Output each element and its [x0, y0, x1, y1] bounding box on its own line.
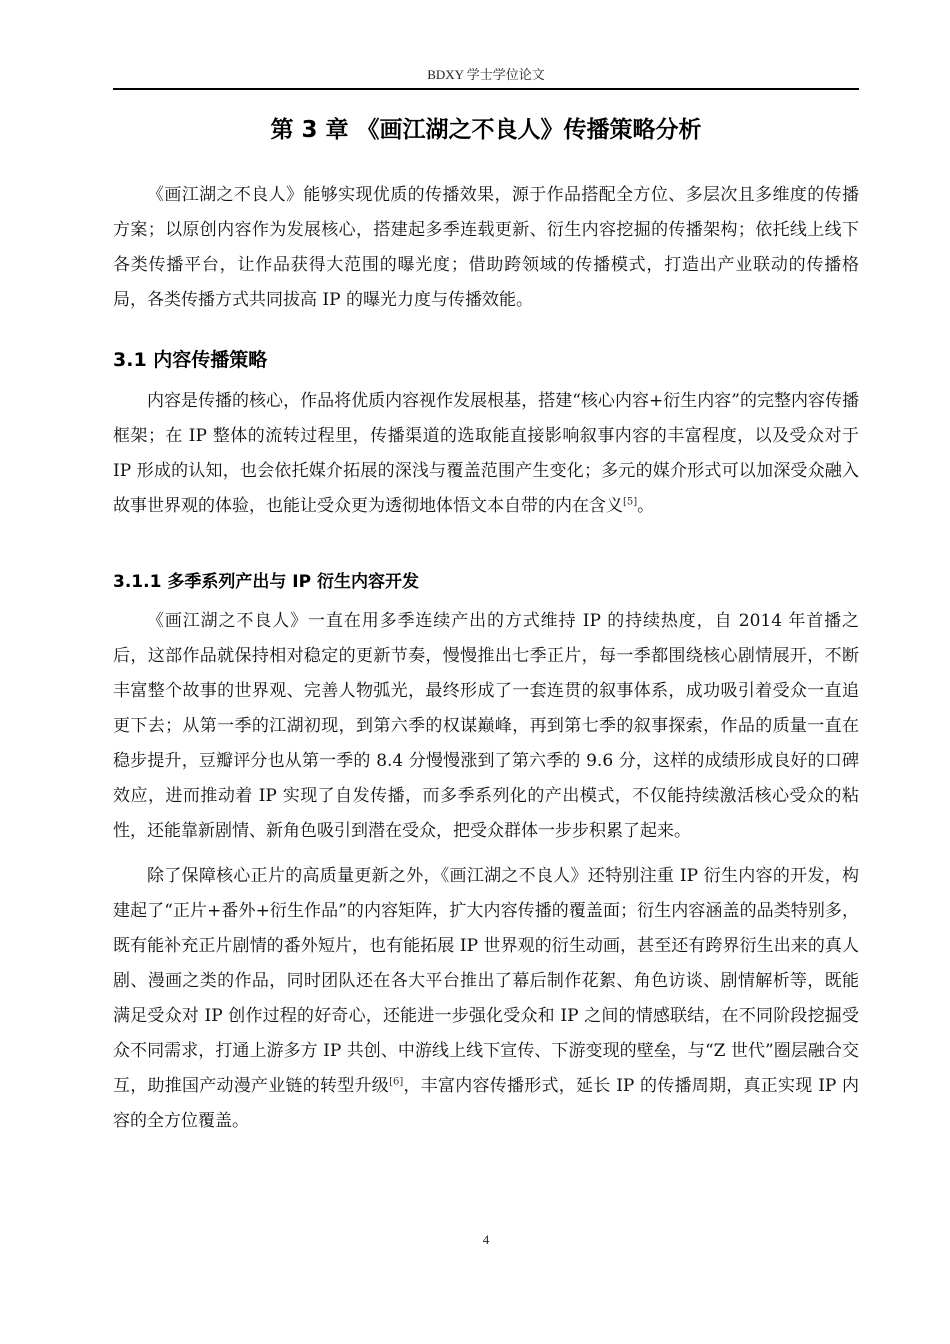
- running-header: BDXY 学士学位论文: [427, 67, 545, 82]
- section-3-1-paragraph: [113, 384, 859, 524]
- header-rule: [113, 88, 859, 90]
- paragraph-tail: 。: [637, 496, 655, 516]
- section-heading-3-1-1: 3.1.1 多季系列产出与 IP 衍生内容开发: [113, 572, 419, 592]
- intro-paragraph: 《画江湖之不良人》能够实现优质的传播效果，源于作品搭配全方位、多层次且多维度的传播方案；以原创内容作为发展核心，搭建起多季连载更新、衍生内容挖掘的传播架构；依托线上线下各类传播平台，让作品获得大范围的曝光度；借助跨领域的传播模式，打造出产业联动的传播格局，各类传播方式共同拔高 IP 的曝光力度与传播效能。: [113, 185, 859, 310]
- paragraph-text: 除了保障核心正片的高质量更新之外，《画江湖之不良人》还特别注重 IP 衍生内容的开发，构建起了“正片+番外+衍生作品”的内容矩阵，扩大内容传播的覆盖面；衍生内容涵盖的品类特别多，既有能补充正片剧情的番外短片，也有能拓展 IP 世界观的衍生动画，甚至还有跨界衍生出来的真人剧、漫画之类的作品，同时团队还在各大平台推出了幕后制作花絮、角色访谈、剧情解析等，既能满足受众对 IP 创作过程的好奇心，还能进一步强化受众和 IP 之间的情感联结，在不同阶段挖掘受众不同需求，打通上游多方 IP 共创、中游线上线下宣传、下游变现的壁垒，与“Z 世代”圈层融合交互，助推国产动漫产业链的转型升级: [113, 866, 859, 1096]
- section-heading-3-1: 3.1 内容传播策略: [113, 349, 268, 371]
- page-number: 4: [482, 1232, 490, 1247]
- section-3-1-1-paragraph-2: [113, 859, 859, 1139]
- paragraph-tail: ，丰富内容传播形式，延长 IP 的传播周期，真正实现 IP 内容的全方位覆盖。: [113, 1076, 860, 1131]
- paragraph-text: 内容是传播的核心，作品将优质内容视作发展根基，搭建“核心内容+衍生内容”的完整内容传播框架；在 IP 整体的流转过程里，传播渠道的选取能直接影响叙事内容的丰富程度，以及受众对于 IP 形成的认知，也会依托媒介拓展的深浅与覆盖范围产生变化；多元的媒介形式可以加深受众融入故事世界观的体验，也能让受众更为透彻地体悟文本自带的内在含义: [113, 391, 859, 516]
- section-3-1-1-paragraph-1: 《画江湖之不良人》一直在用多季连续产出的方式维持 IP 的持续热度，自 2014 年首播之后，这部作品就保持相对稳定的更新节奏，慢慢推出七季正片，每一季都围绕核心剧情展开，不断丰富整个故事的世界观、完善人物弧光，最终形成了一套连贯的叙事体系，成功吸引着受众一直追更下去；从第一季的江湖初现，到第六季的权谋巅峰，再到第七季的叙事探索，作品的质量一直在稳步提升，豆瓣评分也从第一季的 8.4 分慢慢涨到了第六季的 9.6 分，这样的成绩形成良好的口碑效应，进而推动着 IP 实现了自发传播，而多季系列化的产出模式，不仅能持续激活核心受众的粘性，还能靠新剧情、新角色吸引到潜在受众，把受众群体一步步积累了起来。: [113, 611, 859, 841]
- citation-ref-6: [6]: [389, 1076, 404, 1088]
- chapter-title: 第 3 章 《画江湖之不良人》传播策略分析: [270, 117, 702, 143]
- citation-ref-5: [5]: [623, 496, 638, 508]
